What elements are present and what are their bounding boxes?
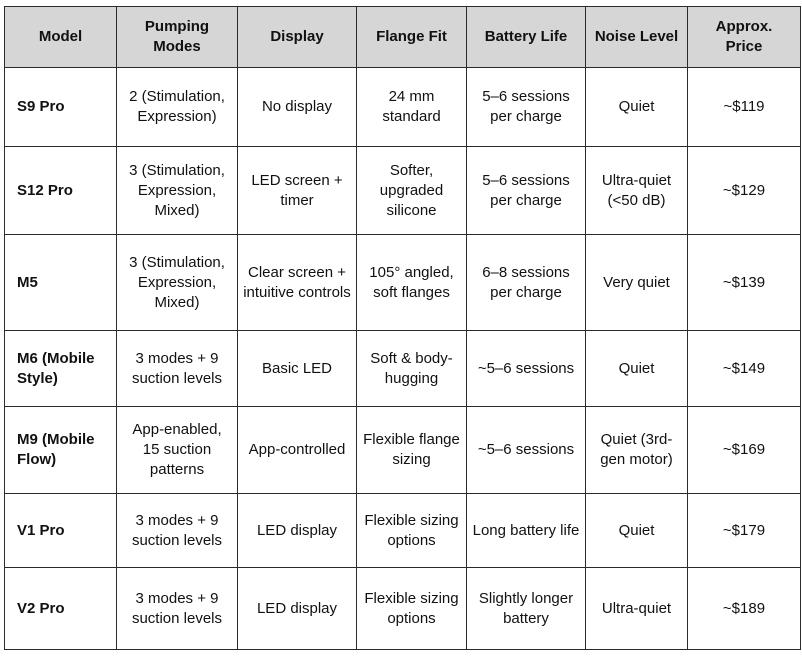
cell-noise-level: Quiet bbox=[586, 68, 688, 147]
header-model: Model bbox=[5, 7, 117, 68]
cell-model: V2 Pro bbox=[5, 568, 117, 650]
table-row bbox=[5, 68, 801, 147]
cell-battery-life: ~5–6 sessions bbox=[467, 407, 586, 494]
cell-pumping-modes: 3 (Stimulation, Expression, Mixed) bbox=[117, 235, 238, 331]
cell-flange-fit: Soft & body- hugging bbox=[357, 331, 467, 407]
cell-approx-price: ~$189 bbox=[688, 568, 801, 650]
cell-pumping-modes: 3 modes + 9 suction levels bbox=[117, 494, 238, 568]
cell-noise-level: Ultra-quiet bbox=[586, 568, 688, 650]
table-row bbox=[5, 494, 801, 568]
cell-approx-price: ~$169 bbox=[688, 407, 801, 494]
cell-battery-life: 6–8 sessions per charge bbox=[467, 235, 586, 331]
cell-model: S12 Pro bbox=[5, 147, 117, 235]
cell-battery-life: 5–6 sessions per charge bbox=[467, 147, 586, 235]
header-battery-life: Battery Life bbox=[467, 7, 586, 68]
cell-display: LED display bbox=[238, 568, 357, 650]
cell-approx-price: ~$149 bbox=[688, 331, 801, 407]
cell-display: LED display bbox=[238, 494, 357, 568]
cell-battery-life: 5–6 sessions per charge bbox=[467, 68, 586, 147]
header-display: Display bbox=[238, 7, 357, 68]
table-row bbox=[5, 407, 801, 494]
cell-flange-fit: Softer, upgraded silicone bbox=[357, 147, 467, 235]
cell-model: V1 Pro bbox=[5, 494, 117, 568]
cell-noise-level: Quiet bbox=[586, 331, 688, 407]
cell-approx-price: ~$139 bbox=[688, 235, 801, 331]
cell-model: M6 (Mobile Style) bbox=[5, 331, 117, 407]
cell-battery-life: ~5–6 sessions bbox=[467, 331, 586, 407]
cell-noise-level: Very quiet bbox=[586, 235, 688, 331]
table-row bbox=[5, 568, 801, 650]
cell-display: No display bbox=[238, 68, 357, 147]
header-flange-fit: Flange Fit bbox=[357, 7, 467, 68]
cell-flange-fit: Flexible sizing options bbox=[357, 568, 467, 650]
table-row bbox=[5, 147, 801, 235]
cell-flange-fit: Flexible flange sizing bbox=[357, 407, 467, 494]
cell-pumping-modes: 3 modes + 9 suction levels bbox=[117, 331, 238, 407]
cell-approx-price: ~$179 bbox=[688, 494, 801, 568]
cell-flange-fit: 24 mm standard bbox=[357, 68, 467, 147]
cell-pumping-modes: 3 (Stimulation, Expression, Mixed) bbox=[117, 147, 238, 235]
cell-display: Basic LED bbox=[238, 331, 357, 407]
comparison-table-wrapper bbox=[4, 6, 801, 650]
header-pumping-modes: Pumping Modes bbox=[117, 7, 238, 68]
cell-model: M5 bbox=[5, 235, 117, 331]
cell-flange-fit: Flexible sizing options bbox=[357, 494, 467, 568]
comparison-table bbox=[4, 6, 801, 650]
cell-pumping-modes: App-enabled, 15 suction patterns bbox=[117, 407, 238, 494]
cell-display: LED screen + timer bbox=[238, 147, 357, 235]
cell-battery-life: Slightly longer battery bbox=[467, 568, 586, 650]
cell-flange-fit: 105° angled, soft flanges bbox=[357, 235, 467, 331]
cell-noise-level: Ultra-quiet (<50 dB) bbox=[586, 147, 688, 235]
cell-approx-price: ~$129 bbox=[688, 147, 801, 235]
header-row bbox=[5, 7, 801, 68]
cell-pumping-modes: 3 modes + 9 suction levels bbox=[117, 568, 238, 650]
table-row bbox=[5, 331, 801, 407]
cell-pumping-modes: 2 (Stimulation, Expression) bbox=[117, 68, 238, 147]
cell-model: S9 Pro bbox=[5, 68, 117, 147]
cell-battery-life: Long battery life bbox=[467, 494, 586, 568]
table-row bbox=[5, 235, 801, 331]
cell-model: M9 (Mobile Flow) bbox=[5, 407, 117, 494]
header-noise-level: Noise Level bbox=[586, 7, 688, 68]
cell-noise-level: Quiet bbox=[586, 494, 688, 568]
cell-noise-level: Quiet (3rd- gen motor) bbox=[586, 407, 688, 494]
cell-approx-price: ~$119 bbox=[688, 68, 801, 147]
header-approx-price: Approx. Price bbox=[688, 7, 801, 68]
cell-display: Clear screen + intuitive controls bbox=[238, 235, 357, 331]
cell-display: App-controlled bbox=[238, 407, 357, 494]
